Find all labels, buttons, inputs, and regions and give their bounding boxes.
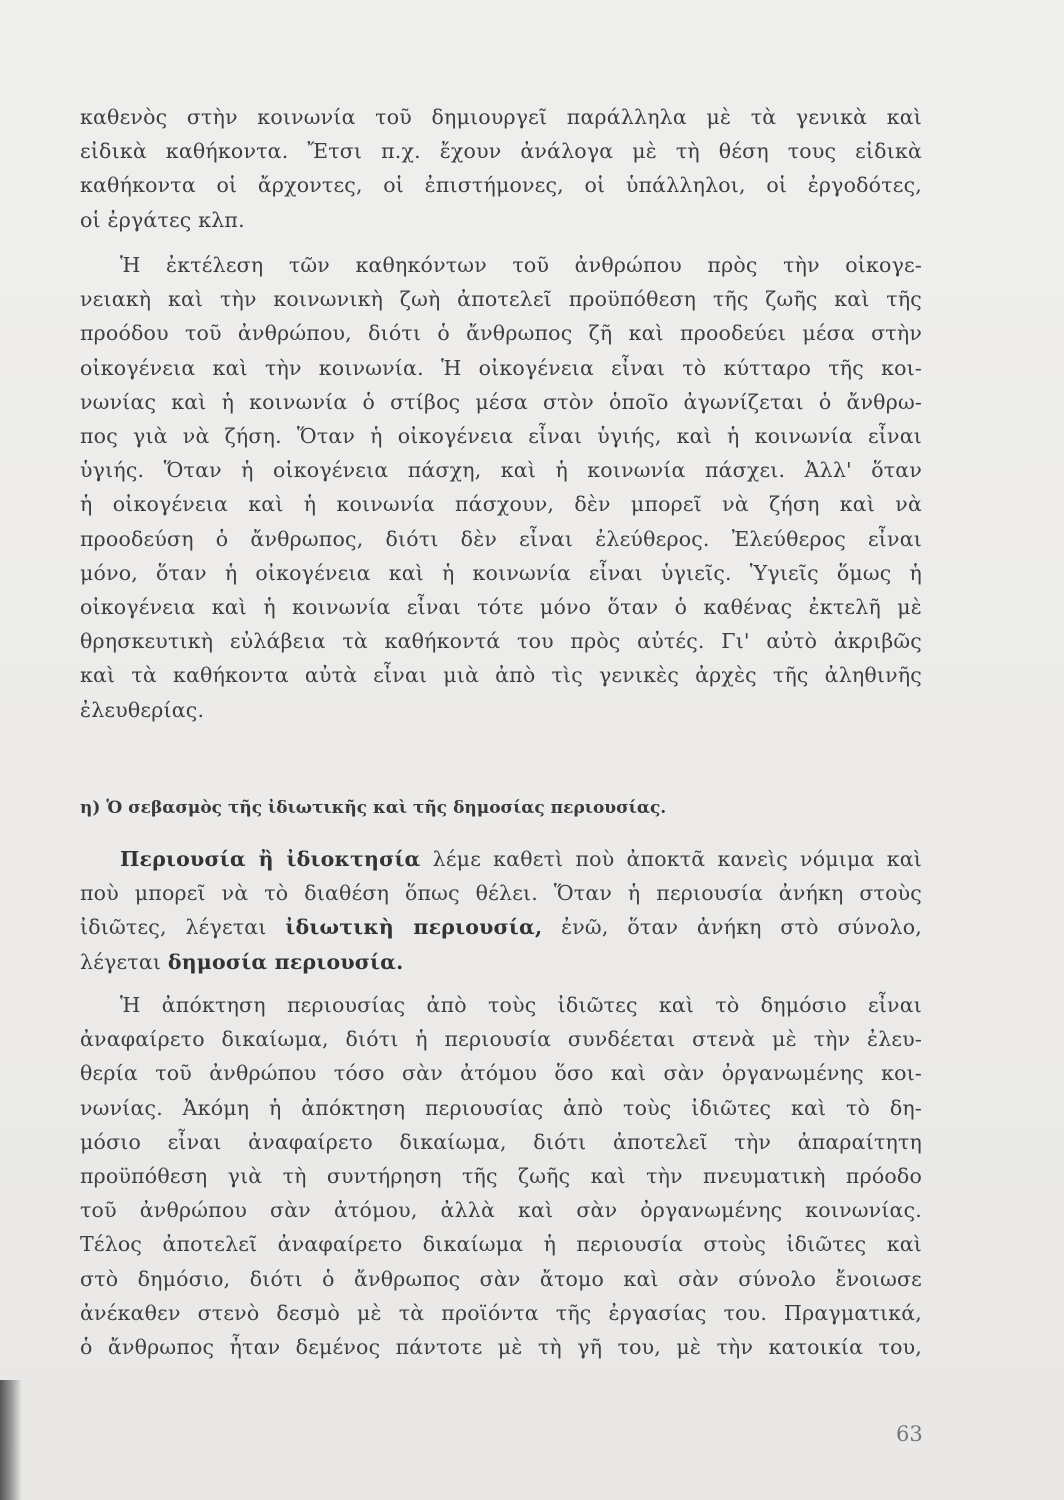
text-line: [80, 842, 922, 876]
term-property: Περιουσία ἢ ἰδιοκτησία: [120, 847, 421, 871]
term-private-property: ἰδιωτικὴ περιουσία,: [285, 915, 543, 940]
text-line: καθήκοντα οἱ ἄρχοντες, οἱ ἐπιστήμονες, οἱ ὑπάλληλοι, οἱ ἐργοδότες,: [80, 173, 922, 198]
text-line: προόδου τοῦ ἀνθρώπου, διότι ὁ ἄνθρωπος ζῆ καὶ προοδεύει μέσα στὴν: [80, 321, 922, 346]
text-line: Ἡ ἀπόκτηση περιουσίας ἀπὸ τοὺς ἰδιῶτες καὶ τὸ δημόσιο εἶναι: [120, 993, 922, 1017]
binding-shadow: [0, 1380, 22, 1500]
text-line: νωνίας καὶ ἡ κοινωνία ὁ στίβος μέσα στὸν ὁποῖο ἀγωνίζεται ὁ ἄνθρω-: [80, 389, 922, 414]
text-line: μόνο, ὅταν ἡ οἰκογένεια καὶ ἡ κοινωνία εἶναι ὑγιεῖς. Ὑγιεῖς ὅμως ἡ: [80, 560, 922, 585]
text-line: οἰκογένεια καὶ τὴν κοινωνία. Ἡ οἰκογένεια εἶναι τὸ κύτταρο τῆς κοι-: [80, 355, 922, 380]
text-line: ἀνέκαθεν στενὸ δεσμὸ μὲ τὰ προϊόντα τῆς ἐργασίας του. Πραγματικά,: [80, 1300, 922, 1325]
text-line: πος γιὰ νὰ ζήση. Ὅταν ἡ οἰκογένεια εἶναι ὑγιής, καὶ ἡ κοινωνία εἶναι: [80, 424, 922, 449]
paragraph-duties: [80, 100, 922, 237]
text-line: καθενὸς στὴν κοινωνία τοῦ δημιουργεῖ παράλληλα μὲ τὰ γενικὰ καὶ: [80, 105, 922, 129]
text-line: νειακὴ καὶ τὴν κοινωνικὴ ζωὴ ἀποτελεῖ προϋπόθεση τῆς ζωῆς καὶ τῆς: [80, 287, 922, 312]
text-line: [80, 910, 922, 944]
text-line: ἀναφαίρετο δικαίωμα, διότι ἡ περιουσία συνδέεται στενὰ μὲ τὴν ἐλευ-: [80, 1027, 922, 1052]
text-line: [80, 945, 922, 979]
text-line: στὸ δημόσιο, διότι ὁ ἄνθρωπος σὰν ἄτομο καὶ σὰν σύνολο ἔνοιωσε: [80, 1266, 922, 1291]
paragraph-property-definition: [80, 842, 922, 979]
text-fragment: λέμε καθετὶ ποὺ ἀποκτᾶ κανεὶς νόμιμα καὶ: [420, 847, 922, 871]
term-public-property: δημοσία περιουσία.: [167, 949, 404, 974]
text-line: οἰκογένεια καὶ ἡ κοινωνία εἶναι τότε μόνο ὅταν ὁ καθένας ἐκτελῆ μὲ: [80, 595, 922, 620]
text-line: οἱ ἐργάτες κλπ.: [80, 207, 245, 232]
text-line: θερία τοῦ ἀνθρώπου τόσο σὰν ἀτόμου ὅσο καὶ σὰν ὀργανωμένης κοι-: [80, 1061, 922, 1086]
text-line: Ἡ ἐκτέλεση τῶν καθηκόντων τοῦ ἀνθρώπου πρὸς τὴν οἰκογε-: [120, 253, 922, 277]
paragraph-family-society: [80, 248, 922, 727]
text-fragment: ἐνῶ, ὅταν ἀνήκη στὸ σύνολο,: [542, 915, 922, 940]
text-line: ὑγιής. Ὅταν ἡ οἰκογένεια πάσχη, καὶ ἡ κοινωνία πάσχει. Ἀλλ' ὅταν: [80, 458, 922, 483]
text-line: Τέλος ἀποτελεῖ ἀναφαίρετο δικαίωμα ἡ περιουσία στοὺς ἰδιῶτες καὶ: [80, 1232, 922, 1257]
text-line: νωνίας. Ἀκόμη ἡ ἀπόκτηση περιουσίας ἀπὸ τοὺς ἰδιῶτες καὶ τὸ δη-: [80, 1095, 922, 1120]
text-line: μόσιο εἶναι ἀναφαίρετο δικαίωμα, διότι ἀποτελεῖ τὴν ἀπαραίτητη: [80, 1129, 922, 1154]
text-line: καὶ τὰ καθήκοντα αὐτὰ εἶναι μιὰ ἀπὸ τὶς γενικὲς ἀρχὲς τῆς ἀληθινῆς: [80, 663, 922, 688]
page-number: 63: [896, 1422, 923, 1446]
text-line: ἐλευθερίας.: [80, 697, 205, 722]
text-line: ὁ ἄνθρωπος ἦταν δεμένος πάντοτε μὲ τὴ γῆ του, μὲ τὴν κατοικία του,: [80, 1335, 922, 1360]
text-line: ποὺ μπορεῖ νὰ τὸ διαθέση ὅπως θέλει. Ὅταν ἡ περιουσία ἀνήκη στοὺς: [80, 881, 922, 906]
text-line: προοδεύση ὁ ἄνθρωπος, διότι δὲν εἶναι ἐλεύθερος. Ἐλεύθερος εἶναι: [80, 526, 922, 551]
paragraph-property-rights: [80, 988, 922, 1364]
text-fragment: ἰδιῶτες, λέγεται: [80, 915, 286, 940]
section-heading: η) Ὁ σεβασμὸς τῆς ἰδιωτικῆς καὶ τῆς δημοσίας περιουσίας.: [80, 798, 667, 818]
text-line: ἡ οἰκογένεια καὶ ἡ κοινωνία πάσχουν, δὲν μπορεῖ νὰ ζήση καὶ νὰ: [80, 492, 922, 517]
text-fragment: λέγεται: [80, 949, 168, 974]
text-line: εἰδικὰ καθήκοντα. Ἔτσι π.χ. ἔχουν ἀνάλογα μὲ τὴ θέση τους εἰδικὰ: [80, 139, 922, 164]
text-line: θρησκευτικὴ εὐλάβεια τὰ καθήκοντά του πρὸς αὐτές. Γι' αὐτὸ ἀκριβῶς: [80, 629, 922, 654]
text-line: τοῦ ἀνθρώπου σὰν ἀτόμου, ἀλλὰ καὶ σὰν ὀργανωμένης κοινωνίας.: [80, 1198, 922, 1223]
text-line: προϋπόθεση γιὰ τὴ συντήρηση τῆς ζωῆς καὶ τὴν πνευματικὴ πρόοδο: [80, 1164, 922, 1189]
